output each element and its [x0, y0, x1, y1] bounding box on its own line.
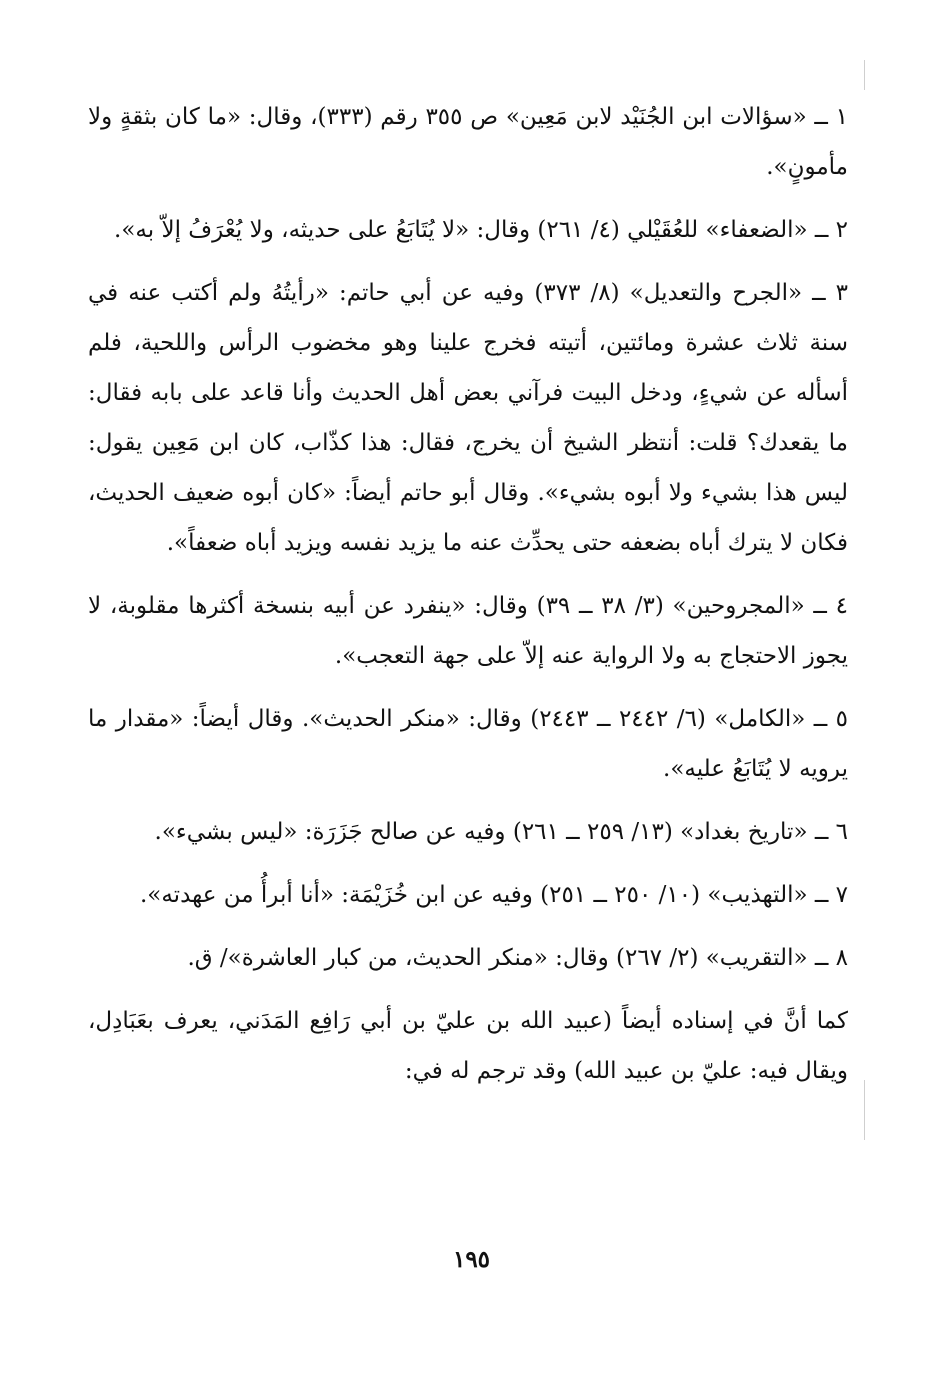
footnote-4: ٤ ــ «المجروحين» (٣/ ٣٨ ــ ٣٩) وقال: «ينفرد عن أبيه بنسخة أكثرها مقلوبة، لا يجوز الاحتجاج به ولا الرواية عنه إلاّ على جهة التعجب». [88, 593, 848, 669]
footnote-7: ٧ ــ «التهذيب» (١٠/ ٢٥٠ ــ ٢٥١) وفيه عن ابن خُزَيْمَة: «أنا أبرأُ من عهدته». [139, 882, 848, 908]
margin-mark-bottom [864, 1080, 865, 1140]
margin-mark-top [864, 60, 865, 90]
footnote-2: ٢ ــ «الضعفاء» للعُقَيْلي (٤/ ٢٦١) وقال: «لا يُتَابَعُ على حديثه، ولا يُعْرَفُ إلاّ به». [114, 217, 848, 243]
closing-paragraph: كما أنَّ في إسناده أيضاً (عبيد الله بن عليّ بن أبي رَافِع المَدَني، يعرف بعَبَادِل، ويقال فيه: عليّ بن عبيد الله) وقد ترجم له في: [88, 1008, 848, 1084]
page-body [88, 92, 848, 1109]
footnote-8: ٨ ــ «التقريب» (٢/ ٢٦٧) وقال: «منكر الحديث، من كبار العاشرة»/ ق. [187, 945, 848, 971]
footnote-6: ٦ ــ «تاريخ بغداد» (١٣/ ٢٥٩ ــ ٢٦١) وفيه عن صالح جَزَرَة: «ليس بشيء». [154, 819, 848, 845]
page-number: ١٩٥ [452, 1246, 491, 1273]
footnote-5: ٥ ــ «الكامل» (٦/ ٢٤٤٢ ــ ٢٤٤٣) وقال: «منكر الحديث». وقال أيضاً: «مقدار ما يرويه لا يُتَابَعُ عليه». [88, 706, 849, 782]
footnote-3: ٣ ــ «الجرح والتعديل» (٨/ ٣٧٣) وفيه عن أبي حاتم: «رأيتُهُ ولم أكتب عنه في سنة ثلاث عشرة ومائتين، أتيته فخرج علينا وهو مخضوب الرأس واللحية، فلم أسأله عن شيءٍ، ودخل البيت فرآني بعض أهل الحديث وأنا قاعد على بابه فقال: ما يقعدك؟ قلت: أنتظر الشيخ أن يخرج، فقال: هذا كذّاب، كان ابن مَعِين يقول: ليس هذا بشيء ولا أبوه بشيء». وقال أبو حاتم أيضاً: «كان أبوه ضعيف الحديث، فكان لا يترك أباه بضعفه حتى يحدِّث عنه ما يزيد نفسه ويزيد أباه ضعفاً». [88, 280, 849, 556]
footnote-1: ١ ــ «سؤالات ابن الجُنَيْد لابن مَعِين» ص ٣٥٥ رقم (٣٣٣)، وقال: «ما كان بثقةٍ ولا مأمونٍ». [88, 104, 848, 180]
